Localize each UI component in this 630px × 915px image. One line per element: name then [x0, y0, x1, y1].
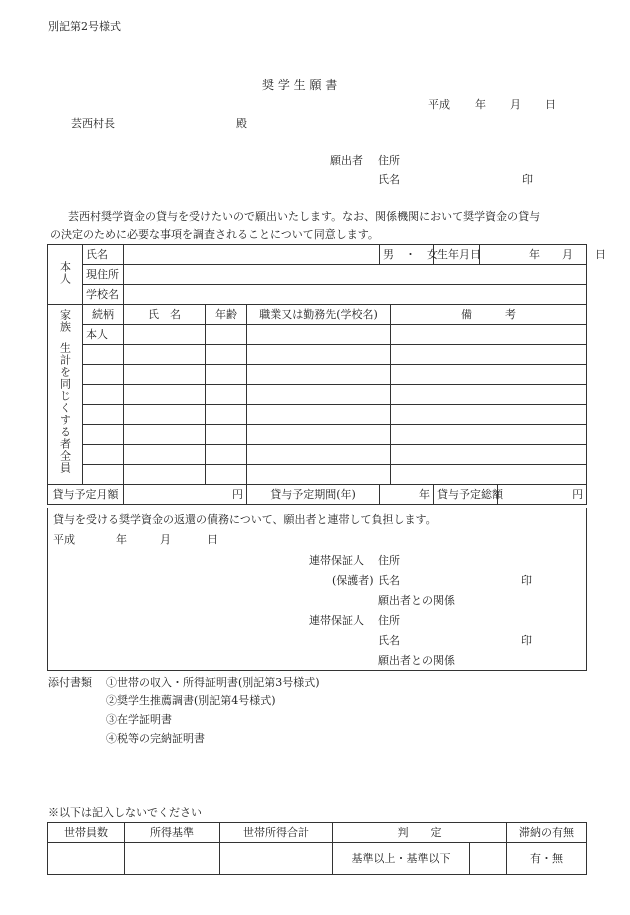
family-remarks-cell[interactable]: [391, 445, 587, 465]
loan-monthly-field[interactable]: 円: [124, 485, 247, 505]
family-header-occupation: 職業又は勤務先(学校名): [247, 305, 391, 325]
family-row: [48, 365, 587, 385]
office-judgement-select[interactable]: 基準以上・基準以下: [333, 843, 470, 875]
family-row: [48, 385, 587, 405]
family-age-cell[interactable]: [206, 385, 247, 405]
office-header-income-total: 世帯所得合計: [220, 823, 333, 843]
guarantor2-relation-label[interactable]: 願出者との関係: [378, 654, 455, 667]
family-remarks-cell[interactable]: [391, 325, 587, 345]
statement-line-2: の決定のために必要な事項を調査されることについて同意します。: [50, 228, 379, 241]
family-header-remarks: 備 考: [391, 305, 587, 325]
name-label: 氏名: [83, 245, 124, 265]
family-age-cell[interactable]: [206, 445, 247, 465]
section-person: 本人: [48, 245, 83, 305]
gender-select[interactable]: 男 ・ 女: [380, 245, 434, 265]
guarantor1-address-label[interactable]: 住所: [378, 554, 400, 567]
family-occupation-cell[interactable]: [247, 325, 391, 345]
attachment-item: ①世帯の収入・所得証明書(別記第3号様式): [106, 676, 320, 689]
family-occupation-cell[interactable]: [247, 445, 391, 465]
office-note: ※以下は記入しないでください: [48, 806, 202, 819]
family-name-cell[interactable]: [124, 405, 206, 425]
loan-total-label: 貸与予定総額: [434, 485, 498, 505]
guarantor1-label: 連帯保証人: [309, 554, 364, 567]
attachment-item: ②奨学生推薦調書(別記第4号様式): [106, 694, 276, 707]
family-name-cell[interactable]: [124, 345, 206, 365]
loan-period-field[interactable]: 年: [380, 485, 434, 505]
family-age-cell[interactable]: [206, 325, 247, 345]
applicant-label: 願出者: [330, 154, 363, 167]
form-number: 別記第2号様式: [48, 20, 121, 33]
guarantor2-address-label[interactable]: 住所: [378, 614, 400, 627]
address-field[interactable]: [124, 265, 587, 285]
family-age-cell[interactable]: [206, 405, 247, 425]
attachment-item: ④税等の完納証明書: [106, 732, 205, 745]
family-name-cell[interactable]: [124, 445, 206, 465]
family-name-cell[interactable]: [124, 465, 206, 485]
office-arrears-select[interactable]: 有・無: [507, 843, 587, 875]
family-header-age: 年齢: [206, 305, 247, 325]
address-label: 現住所: [83, 265, 124, 285]
statement-line-1: 芸西村奨学資金の貸与を受けたいので願出いたします。なお、関係機関において奨学資金の貸与: [68, 210, 541, 223]
family-relation-cell[interactable]: [83, 425, 124, 445]
day-label: 日: [545, 98, 556, 111]
loan-total-field[interactable]: 円: [498, 485, 587, 505]
application-table: [47, 244, 607, 505]
family-row: [48, 445, 587, 465]
guarantor1-seal: 印: [521, 574, 532, 587]
applicant-seal: 印: [522, 173, 533, 186]
family-occupation-cell[interactable]: [247, 385, 391, 405]
family-row: [48, 405, 587, 425]
family-row: [48, 425, 587, 445]
birthdate-label: 生年月日: [434, 245, 480, 265]
family-name-cell[interactable]: [124, 425, 206, 445]
guarantor1-relation-label[interactable]: 願出者との関係: [378, 594, 455, 607]
document-title: 奨 学 生 願 書: [262, 78, 338, 92]
family-remarks-cell[interactable]: [391, 345, 587, 365]
family-relation-cell[interactable]: [83, 445, 124, 465]
family-row: [48, 465, 587, 485]
name-field[interactable]: [124, 245, 380, 265]
guarantor2-seal: 印: [521, 634, 532, 647]
guarantor-section: [47, 508, 587, 671]
loan-monthly-label: 貸与予定月額: [48, 485, 124, 505]
school-label: 学校名: [83, 285, 124, 305]
family-name-cell[interactable]: [124, 325, 206, 345]
office-members-field[interactable]: [48, 843, 125, 875]
family-name-cell[interactable]: [124, 385, 206, 405]
family-remarks-cell[interactable]: [391, 365, 587, 385]
office-income-total-field[interactable]: [220, 843, 333, 875]
family-remarks-cell[interactable]: [391, 425, 587, 445]
family-header-name: 氏 名: [124, 305, 206, 325]
guarantor-statement: 貸与を受ける奨学資金の返還の債務について、願出者と連帯して負担します。: [53, 513, 437, 526]
family-occupation-cell[interactable]: [247, 345, 391, 365]
family-remarks-cell[interactable]: [391, 465, 587, 485]
family-age-cell[interactable]: [206, 365, 247, 385]
applicant-name-label[interactable]: 氏名: [378, 173, 400, 186]
month-label: 月: [510, 98, 521, 111]
family-occupation-cell[interactable]: [247, 425, 391, 445]
guarantor1-name-label[interactable]: 氏名: [378, 574, 400, 587]
family-occupation-cell[interactable]: [247, 405, 391, 425]
attachments-label: 添付書類: [48, 676, 92, 689]
guarantor1-sublabel: (保護者): [332, 574, 374, 587]
family-age-cell[interactable]: [206, 345, 247, 365]
section-family: 家族 生計を同じくする者全員: [48, 305, 83, 485]
office-income-standard-field[interactable]: [125, 843, 220, 875]
family-remarks-cell[interactable]: [391, 405, 587, 425]
birthdate-field[interactable]: 年 月 日: [480, 245, 587, 265]
family-relation-self: 本人: [83, 325, 124, 345]
addressee-honorific: 殿: [236, 117, 247, 130]
family-age-cell[interactable]: [206, 425, 247, 445]
applicant-address-label[interactable]: 住所: [378, 154, 400, 167]
office-header-judgement: 判 定: [333, 823, 507, 843]
family-age-cell[interactable]: [206, 465, 247, 485]
office-header-arrears: 滞納の有無: [507, 823, 587, 843]
office-judgement-mark[interactable]: [470, 843, 507, 875]
family-row: [48, 345, 587, 365]
addressee-name: 芸西村長: [71, 117, 115, 130]
family-name-cell[interactable]: [124, 365, 206, 385]
family-relation-cell[interactable]: [83, 365, 124, 385]
family-occupation-cell[interactable]: [247, 465, 391, 485]
year-label: 年: [475, 98, 486, 111]
family-relation-cell[interactable]: [83, 405, 124, 425]
guarantor2-name-label[interactable]: 氏名: [378, 634, 400, 647]
family-relation-cell[interactable]: [83, 345, 124, 365]
family-occupation-cell[interactable]: [247, 365, 391, 385]
school-field[interactable]: [124, 285, 587, 305]
guarantor2-label: 連帯保証人: [309, 614, 364, 627]
office-header-members: 世帯員数: [48, 823, 125, 843]
era: 平成: [428, 98, 450, 111]
family-relation-cell[interactable]: [83, 385, 124, 405]
office-use-table: [47, 822, 587, 875]
family-header-relation: 続柄: [83, 305, 124, 325]
family-relation-cell[interactable]: [83, 465, 124, 485]
attachment-item: ③在学証明書: [106, 713, 172, 726]
family-row: [48, 325, 587, 345]
family-remarks-cell[interactable]: [391, 385, 587, 405]
loan-period-label: 貸与予定期間(年): [247, 485, 380, 505]
office-header-income-standard: 所得基準: [125, 823, 220, 843]
